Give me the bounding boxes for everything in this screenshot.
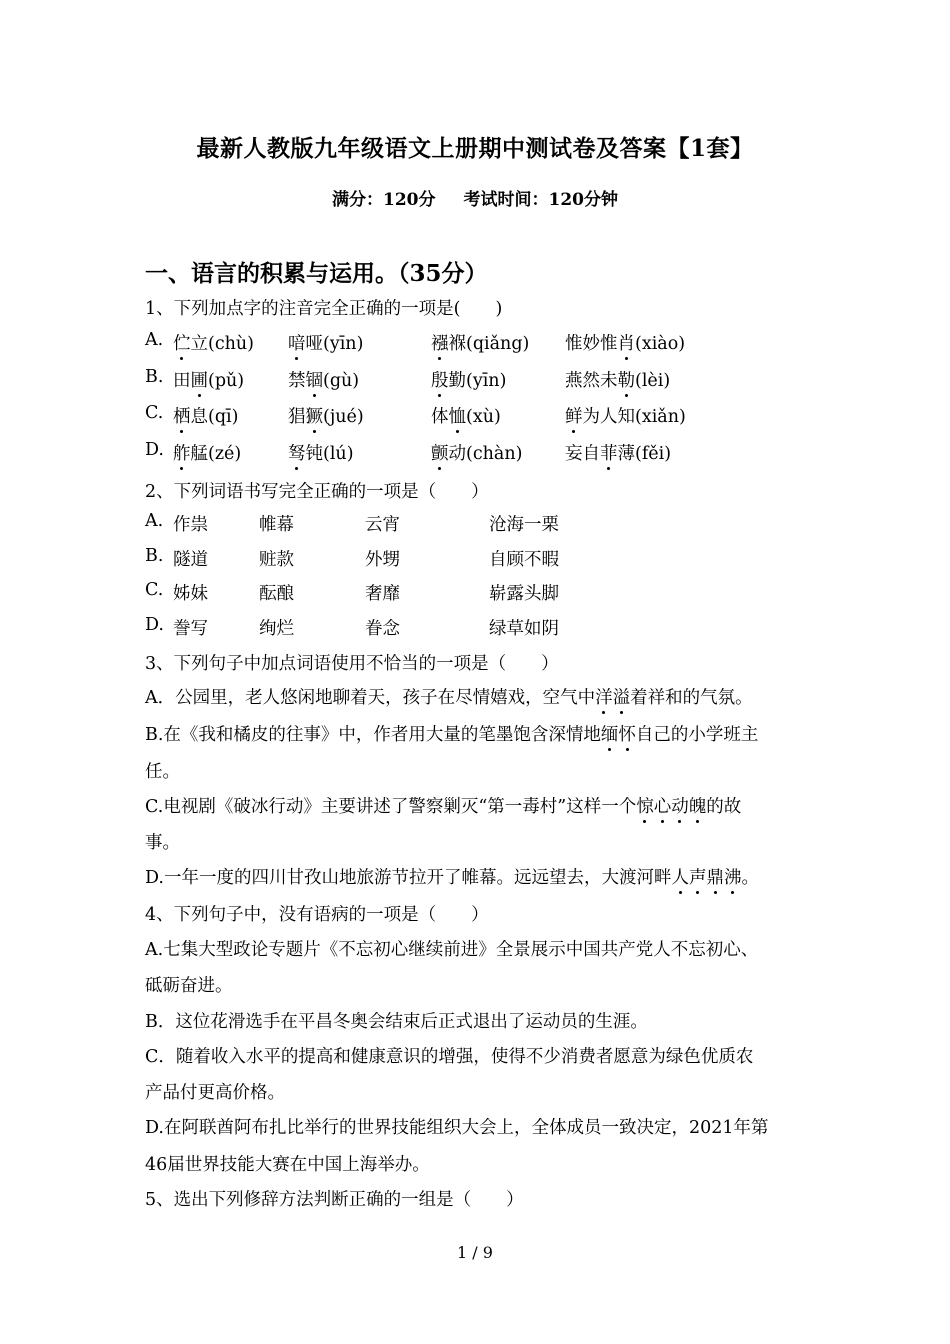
q4-option-c: C．随着收入水平的提高和健康意识的增强，使得不少消费者愿意为绿色优质农 (145, 1047, 754, 1067)
q1-option-item: 殷勤(yīn) (431, 367, 506, 392)
q2-option-word: 眷念 (365, 619, 400, 639)
q2-option-word: 帷幕 (259, 515, 294, 535)
document-title: 最新人教版九年级语文上册期中测试卷及答案【1套】 (196, 135, 754, 162)
section-heading: 一、语言的积累与运用。（35分） (145, 260, 488, 287)
q4-option-a: A.七集大型政论专题片《不忘初心继续前进》全景展示中国共产党人不忘初心、 (145, 940, 759, 960)
q1-option-item: 燕然未勒(lèi) (565, 367, 670, 392)
q3-option-c: C.电视剧《破冰行动》主要讲述了警察剿灭“第一毒村”这样一个惊心动魄的故 (145, 793, 741, 818)
q2-stem: 2、下列词语书写完全正确的一项是（ ） (145, 482, 489, 502)
q3-option-b: B.在《我和橘皮的往事》中，作者用大量的笔墨饱含深情地缅怀自己的小学班主 (145, 721, 758, 746)
q1-option-item: 襁褓(qiǎng) (431, 330, 529, 355)
q2-option-word: 赃款 (259, 550, 294, 570)
option-label: B. (145, 546, 164, 566)
q1-option-item: 田圃(pǔ) (173, 367, 244, 392)
q1-option-item: 颤动(chàn) (431, 440, 522, 465)
option-label: A. (145, 511, 164, 531)
q3-option-a: A．公园里，老人悠闲地聊着天，孩子在尽情嬉戏，空气中洋溢着祥和的气氛。 (145, 684, 753, 709)
q2-option-word: 酝酿 (259, 584, 294, 604)
q1-option-item: 妄自菲薄(fěi) (565, 440, 671, 465)
q2-option-word: 誊写 (173, 619, 208, 639)
option-label: C. (145, 403, 164, 423)
q3-stem: 3、下列句子中加点词语使用不恰当的一项是（ ） (145, 654, 559, 674)
q2-option-word: 奢靡 (365, 584, 400, 604)
option-label: C. (145, 580, 164, 600)
option-label: A. (145, 330, 164, 350)
q5-stem: 5、选出下列修辞方法判断正确的一组是（ ） (145, 1190, 524, 1210)
q2-option-word: 作祟 (173, 515, 208, 535)
q2-option-word: 崭露头脚 (489, 584, 559, 604)
option-label: D. (145, 440, 164, 460)
q4-option-d: D.在阿联酋阿布扎比举行的世界技能组织大会上，全体成员一致决定，2021年第 (145, 1118, 769, 1138)
q2-option-word: 云宵 (365, 515, 400, 535)
q1-option-item: 禁锢(gù) (288, 367, 359, 392)
option-label: D. (145, 615, 164, 635)
q2-option-word: 自顾不暇 (489, 550, 559, 570)
q3-option-c-cont: 事。 (145, 833, 180, 853)
q2-option-word: 绚烂 (259, 619, 294, 639)
q2-option-word: 姊妹 (173, 584, 208, 604)
q2-option-word: 绿草如阴 (489, 619, 559, 639)
page-number: 1 / 9 (457, 1243, 493, 1262)
q1-option-item: 鲜为人知(xiǎn) (565, 403, 686, 428)
exam-time: 考试时间：120分钟 (463, 190, 618, 210)
exam-info (0, 185, 950, 210)
q4-stem: 4、下列句子中，没有语病的一项是（ ） (145, 905, 489, 925)
option-label: B. (145, 367, 164, 387)
q1-option-item: 喑哑(yīn) (288, 330, 363, 355)
full-score: 满分：120分 (332, 190, 436, 210)
q3-option-d: D.一年一度的四川甘孜山地旅游节拉开了帷幕。远远望去，大渡河畔人声鼎沸。 (145, 864, 759, 889)
q1-stem: 1、下列加点字的注音完全正确的一项是( ) (145, 299, 503, 319)
q3-option-b-cont: 任。 (145, 762, 180, 782)
q4-option-a-cont: 砥砺奋进。 (145, 976, 233, 996)
q1-option-item: 猖獗(jué) (288, 403, 364, 428)
q4-option-d-cont: 46届世界技能大赛在中国上海举办。 (145, 1155, 430, 1175)
q4-option-b: B．这位花滑选手在平昌冬奥会结束后正式退出了运动员的生涯。 (145, 1012, 648, 1032)
q1-option-item: 惟妙惟肖(xiào) (565, 330, 685, 355)
q1-option-item: 舴艋(zé) (173, 440, 241, 465)
q1-option-item: 伫立(chù) (173, 330, 254, 355)
q1-option-item: 栖息(qī) (173, 403, 238, 428)
q2-option-word: 外甥 (365, 550, 400, 570)
q4-option-c-cont: 产品付更高价格。 (145, 1083, 285, 1103)
q1-option-item: 体恤(xù) (431, 403, 501, 428)
q2-option-word: 隧道 (173, 550, 208, 570)
q1-option-item: 驽钝(lú) (288, 440, 354, 465)
q2-option-word: 沧海一栗 (489, 515, 559, 535)
